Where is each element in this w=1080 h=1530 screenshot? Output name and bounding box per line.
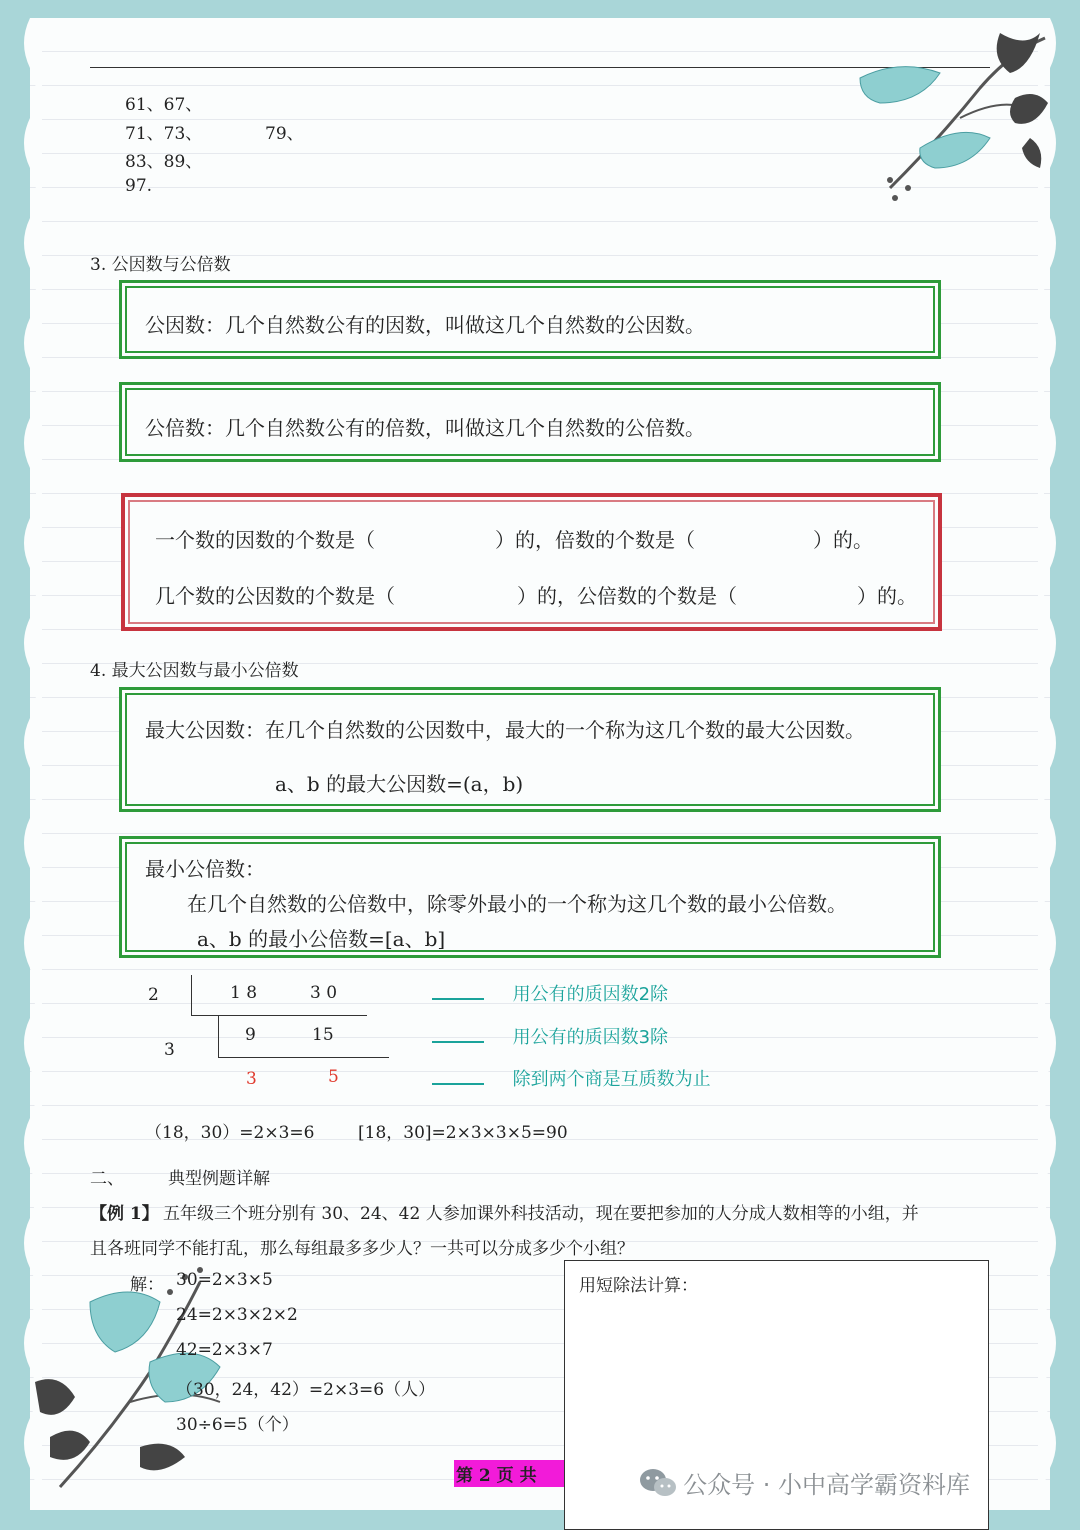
watermark	[638, 1465, 970, 1500]
solution-label: 解：	[130, 1275, 164, 1295]
example-1-tag: 【例 1】	[90, 1204, 159, 1224]
division-note-2-text: 用公有的质因数3除	[512, 1027, 669, 1048]
example-1-text-line1: 五年级三个班分别有 30、24、42 人参加课外科技活动，现在要把参加的人分成人数相等的小组，并	[163, 1204, 919, 1224]
primes-row-4: 97.	[125, 176, 153, 196]
division-quotient-a: 3	[246, 1069, 257, 1089]
common-multiple-definition: 公倍数：几个自然数公有的倍数，叫做这几个自然数的公倍数。	[145, 416, 705, 440]
lcm-title: 最小公倍数：	[145, 857, 265, 881]
example-1-text-line2: 且各班同学不能打乱，那么每组最多多少人？一共可以分成多少个小组？	[90, 1239, 634, 1259]
division-note-3	[432, 1065, 711, 1091]
division-divisor-1: 2	[148, 985, 159, 1005]
part-2-number: 二、	[90, 1169, 124, 1189]
gcd-definition: 最大公因数：在几个自然数的公因数中，最大的一个称为这几个数的最大公因数。	[145, 718, 865, 742]
fill-in-blank-box	[121, 493, 942, 631]
section-4-heading: 4. 最大公因数与最小公倍数	[90, 661, 299, 681]
solution-step-2: 24=2×3×2×2	[176, 1305, 298, 1325]
lcm-result: [18，30]=2×3×3×5=90	[358, 1123, 568, 1143]
common-factor-box	[119, 280, 941, 359]
primes-row-3: 83、89、	[125, 152, 203, 172]
gcd-result: （18，30）=2×3=6	[145, 1123, 315, 1143]
division-note-3-text: 除到两个商是互质数为止	[512, 1069, 711, 1090]
primes-row-2b: 79、	[265, 124, 304, 144]
division-note-1	[432, 980, 668, 1006]
division-bracket-1	[191, 975, 367, 1016]
division-row1-b: 3 0	[310, 983, 338, 1003]
division-divisor-2: 3	[164, 1040, 175, 1060]
common-factor-definition: 公因数：几个自然数公有的因数，叫做这几个自然数的公因数。	[145, 313, 705, 337]
division-note-2	[432, 1023, 668, 1049]
solution-step-3: 42=2×3×7	[176, 1340, 273, 1360]
watermark-text: 公众号 · 小中高学霸资料库	[683, 1471, 970, 1499]
page-number-label: 第 2 页 共	[454, 1460, 564, 1487]
blank1-part-a: 一个数的因数的个数是（	[155, 528, 375, 552]
gcd-notation: a、b 的最大公因数=(a，b)	[275, 772, 524, 796]
blank2-part-b: ）的，公倍数的个数是（	[517, 584, 737, 608]
part-2-title: 典型例题详解	[168, 1169, 270, 1189]
primes-row-2a: 71、73、	[125, 124, 203, 144]
blank1-part-c: ）的。	[813, 528, 873, 552]
division-quotient-b: 5	[328, 1067, 339, 1087]
solution-step-5: 30÷6=5（个）	[176, 1415, 299, 1435]
blank2-part-a: 几个数的公因数的个数是（	[155, 584, 395, 608]
division-row2-a: 9	[245, 1025, 256, 1045]
division-row1-a: 1 8	[230, 983, 258, 1003]
division-row2-b: 15	[312, 1025, 334, 1045]
lcm-definition: 在几个自然数的公倍数中，除零外最小的一个称为这几个数的最小公倍数。	[187, 892, 847, 916]
solution-step-4: （30，24，42）=2×3=6（人）	[176, 1380, 436, 1400]
division-bracket-2	[218, 1015, 389, 1058]
work-box-title: 用短除法计算：	[579, 1276, 698, 1296]
blank2-part-c: ）的。	[857, 584, 917, 608]
gcd-box	[119, 687, 941, 812]
solution-step-1: 30=2×3×5	[176, 1270, 273, 1290]
section-3-heading: 3. 公因数与公倍数	[90, 255, 231, 275]
primes-row-1: 61、67、	[125, 95, 203, 115]
lcm-notation: a、b 的最小公倍数=[a、b]	[197, 927, 446, 951]
lcm-box	[119, 836, 941, 958]
wavy-border-right	[1038, 18, 1062, 1510]
wechat-icon	[638, 1466, 678, 1500]
leaf-decoration-icon	[850, 28, 1050, 208]
division-note-1-text: 用公有的质因数2除	[512, 984, 669, 1005]
common-multiple-box	[119, 382, 941, 462]
blank1-part-b: ）的，倍数的个数是（	[495, 528, 695, 552]
